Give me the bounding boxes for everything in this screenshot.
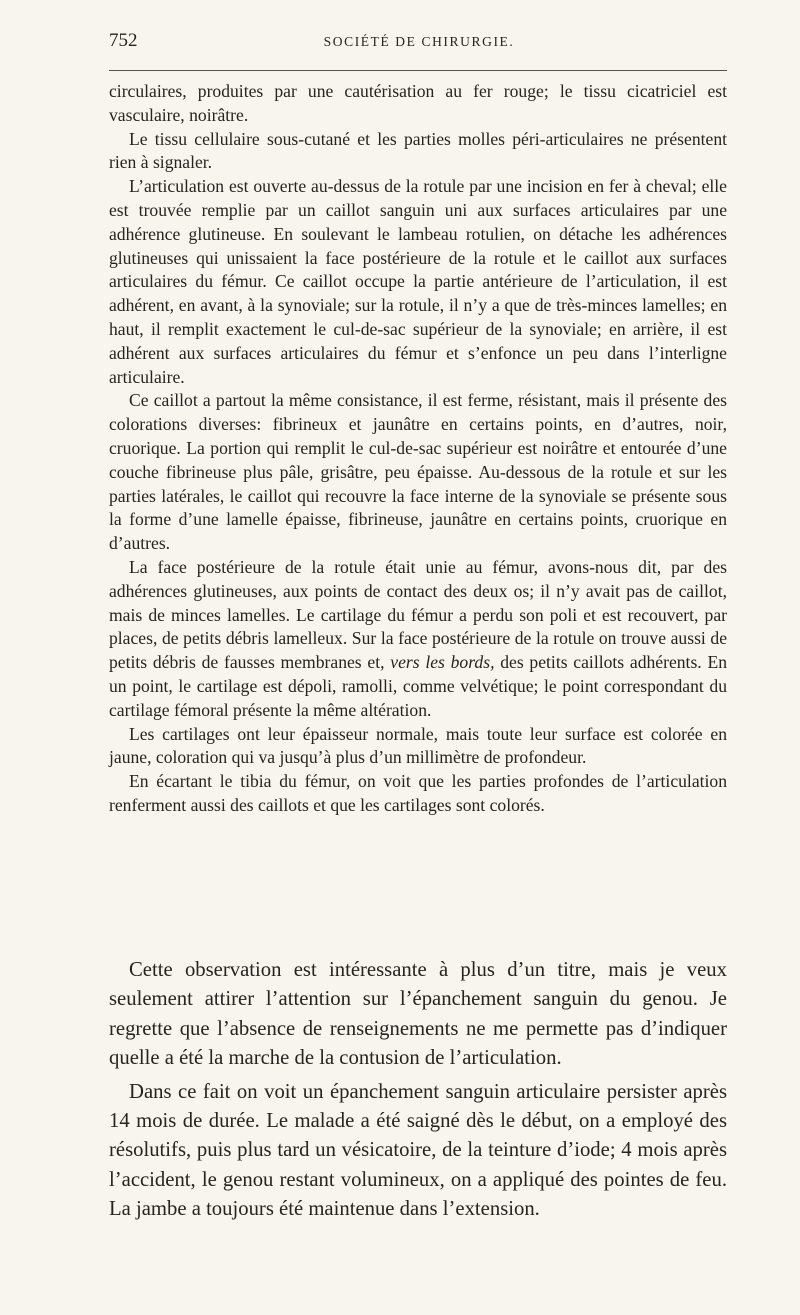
commentary-text: [109, 956, 727, 1225]
paragraph: [109, 556, 727, 723]
paragraph: L’articulation est ouverte au-dessus de la rotule par une incision en fer à cheval; elle est trouvée remplie par un caillot sanguin uni aux surfaces articulaires par une adhérence glutineuse. En soulevant le lambeau rotulien, on détache les adhérences glutineuses qui unissaient la face postérieure de la rotule et le caillot aux surfaces articulaires du fémur. Ce caillot occupe la partie antérieure de l’articulation, il est adhérent, en avant, à la synoviale; sur la rotule, il n’y a que de très-minces lamelles; en haut, il remplit exactement le cul-de-sac supérieur de la synoviale; en arrière, il est adhérent aux surfaces articulaires du fémur et s’enfonce un peu dans l’interligne articulaire.: [109, 176, 727, 387]
paragraph: circulaires, produites par une cautérisation au fer rouge; le tissu cicatriciel est vasculaire, noirâtre.: [109, 81, 727, 125]
running-title: SOCIÉTÉ DE CHIRURGIE.: [323, 34, 515, 49]
paragraph: En écartant le tibia du fémur, on voit que les parties profondes de l’articulation renferment aussi des caillots et que les cartilages sont colorés.: [109, 771, 727, 815]
paragraph: Les cartilages ont leur épaisseur normale, mais toute leur surface est colorée en jaune, coloration qui va jusqu’à plus d’un millimètre de profondeur.: [109, 723, 727, 768]
observation-text: [109, 80, 727, 818]
paragraph: Ce caillot a partout la même consistance, il est ferme, résistant, mais il présente des colorations diverses: fibrineux et jaunâtre en certains points, en d’autres, noir, cruorique. La portion qui remplit le cul-de-sac supérieur est noirâtre et entourée d’une couche fibrineuse plus pâle, grisâtre, peu épaisse. Au-dessous de la rotule et sur les parties latérales, le caillot qui recouvre la face interne de la synoviale se présente sous la forme d’une lamelle épaisse, fibrineuse, jaunâtre en certains points, cruorique en d’autres.: [109, 390, 727, 554]
header-rule: [109, 70, 727, 71]
paragraph-text: des petits caillots adhérents. En un point, le cartilage est dépoli, ramolli, comme velvétique; le point correspondant du cartilage fémoral présente la même altération.: [109, 652, 727, 720]
paragraph: Cette observation est intéressante à plus d’un titre, mais je veux seulement attirer l’attention sur l’épanchement sanguin du genou. Je regrette que l’absence de renseignements ne me permette pas d’indiquer quelle a été la marche de la contusion de l’articulation.: [109, 959, 727, 1070]
running-head: [109, 30, 729, 54]
page-number: 752: [109, 30, 138, 51]
paragraph: Le tissu cellulaire sous-cutané et les parties molles péri-articulaires ne présentent rien à signaler.: [109, 128, 727, 173]
paragraph-text: La face postérieure de la rotule était unie au fémur, avons-nous dit, par des adhérences glutineuses, aux points de contact des deux os; il n’y avait pas de caillot, mais de minces lamelles. Le cartilage du fémur a perdu son poli et est recouvert, par places, de petits débris lamelleux. Sur la face postérieure de la rotule on trouve aussi de petits débris de fausses membranes et,: [109, 556, 727, 673]
italic-phrase: vers les bords,: [390, 652, 495, 673]
paragraph: Dans ce fait on voit un épanchement sanguin articulaire persister après 14 mois de durée. Le malade a été saigné dès le début, on a employé des résolutifs, puis plus tard un vésicatoire, de la teinture d’iode; 4 mois après l’accident, le genou restant volumineux, on a appliqué des pointes de feu. La jambe a toujours été maintenue dans l’extension.: [109, 1080, 727, 1221]
